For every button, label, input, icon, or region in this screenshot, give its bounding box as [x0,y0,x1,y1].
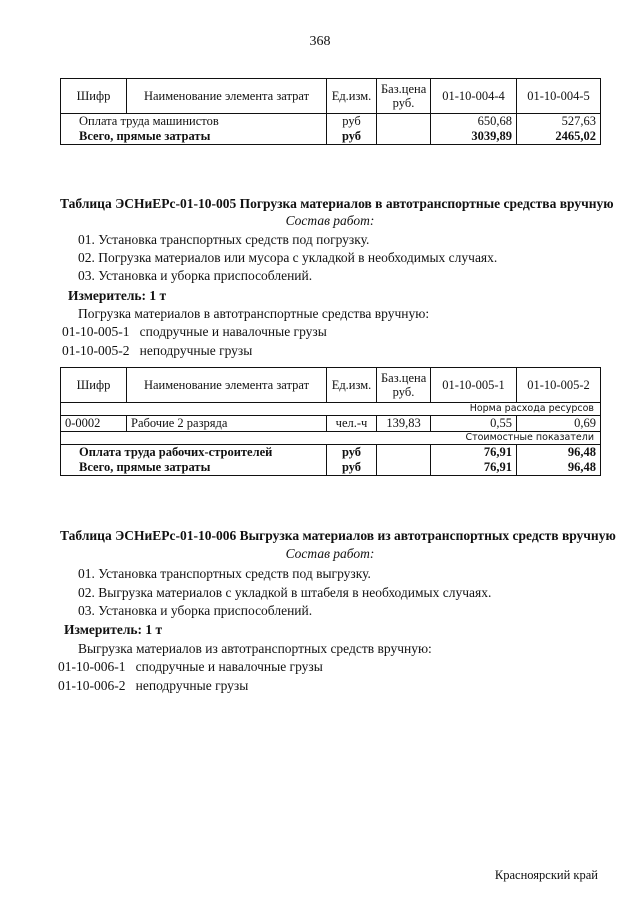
work-step: 02. Погрузка материалов или мусора с укладкой в необходимых случаях. [78,250,498,265]
row-value-2: 0,69 [517,416,601,432]
row-value-2: 96,48 [517,460,601,476]
intro-text: Выгрузка материалов из автотранспортных средств вручную: [78,641,432,656]
row-unit: руб [327,114,377,130]
row-unit: чел.-ч [327,416,377,432]
footer-region: Красноярский край [494,868,598,882]
row-value-1: 76,91 [431,460,517,476]
col-header-norm-2: 01-10-004-5 [517,79,601,114]
col-header-unit: Ед.изм. [327,79,377,114]
row-value-2: 96,48 [517,445,601,461]
col-header-unit: Ед.изм. [327,368,377,403]
cost-table-005 [60,367,601,476]
row-base [377,445,431,461]
row-name: Оплата труда рабочих-строителей [61,445,327,461]
col-header-name: Наименование элемента затрат [127,79,327,114]
col-header-norm-1: 01-10-004-4 [431,79,517,114]
row-value-1: 76,91 [431,445,517,461]
row-base [377,129,431,145]
row-base [377,460,431,476]
list-item [58,678,248,694]
row-value-1: 0,55 [431,416,517,432]
row-name: Оплата труда машинистов [61,114,327,130]
col-header-norm-1: 01-10-005-1 [431,368,517,403]
col-header-base-price: Баз.цена руб. [377,79,431,114]
item-code: 01-10-006-2 [58,678,126,693]
table-row [61,445,601,461]
row-value-2: 527,63 [517,114,601,130]
intro-text: Погрузка материалов в автотранспортные средства вручную: [78,306,430,321]
cost-table-004 [60,78,601,145]
item-code: 01-10-006-1 [58,659,126,674]
row-unit: руб [327,129,377,145]
row-name: Всего, прямые затраты [61,460,327,476]
row-base: 139,83 [377,416,431,432]
work-step: 01. Установка транспортных средств под погрузку. [78,232,370,247]
meter-label: Измеритель: 1 т [64,622,163,637]
item-text: сподручные и навалочные грузы [139,324,327,339]
composition-label: Состав работ: [285,546,375,561]
section-label-cost: Стоимостные показатели [61,432,601,445]
section-row [61,403,601,416]
table-row [61,460,601,476]
row-code: 0-0002 [61,416,127,432]
list-item [62,343,252,359]
work-step: 03. Установка и уборка приспособлений. [78,268,313,283]
list-item [58,659,323,675]
col-header-name: Наименование элемента затрат [127,368,327,403]
col-header-norm-2: 01-10-005-2 [517,368,601,403]
col-header-code: Шифр [61,79,127,114]
row-unit: руб [327,445,377,461]
section-label-norm: Норма расхода ресурсов [61,403,601,416]
row-name: Всего, прямые затраты [61,129,327,145]
item-text: неподручные грузы [139,343,253,358]
page-number: 368 [309,34,331,49]
table-title-005: Таблица ЭСНиЕРс-01-10-005 Погрузка материалов в автотранспортные средства вручную [60,196,614,211]
table-title-006: Таблица ЭСНиЕРс-01-10-006 Выгрузка материалов из автотранспортных средств вручную [60,528,616,543]
item-code: 01-10-005-1 [62,324,130,339]
table-row [61,114,601,130]
item-code: 01-10-005-2 [62,343,130,358]
table-header-row [61,368,601,403]
row-value-1: 650,68 [431,114,517,130]
col-header-code: Шифр [61,368,127,403]
composition-label: Состав работ: [285,213,375,228]
work-step: 01. Установка транспортных средств под выгрузку. [78,566,371,581]
table-row [61,129,601,145]
meter-label: Измеритель: 1 т [68,288,167,303]
section-row [61,432,601,445]
row-value-2: 2465,02 [517,129,601,145]
table-header-row [61,79,601,114]
work-step: 02. Выгрузка материалов с укладкой в штабеля в необходимых случаях. [78,585,492,600]
col-header-base-price: Баз.цена руб. [377,368,431,403]
list-item [62,324,327,340]
item-text: сподручные и навалочные грузы [135,659,323,674]
row-name: Рабочие 2 разряда [127,416,327,432]
item-text: неподручные грузы [135,678,249,693]
row-value-1: 3039,89 [431,129,517,145]
row-unit: руб [327,460,377,476]
table-row [61,416,601,432]
work-step: 03. Установка и уборка приспособлений. [78,603,313,618]
row-base [377,114,431,130]
